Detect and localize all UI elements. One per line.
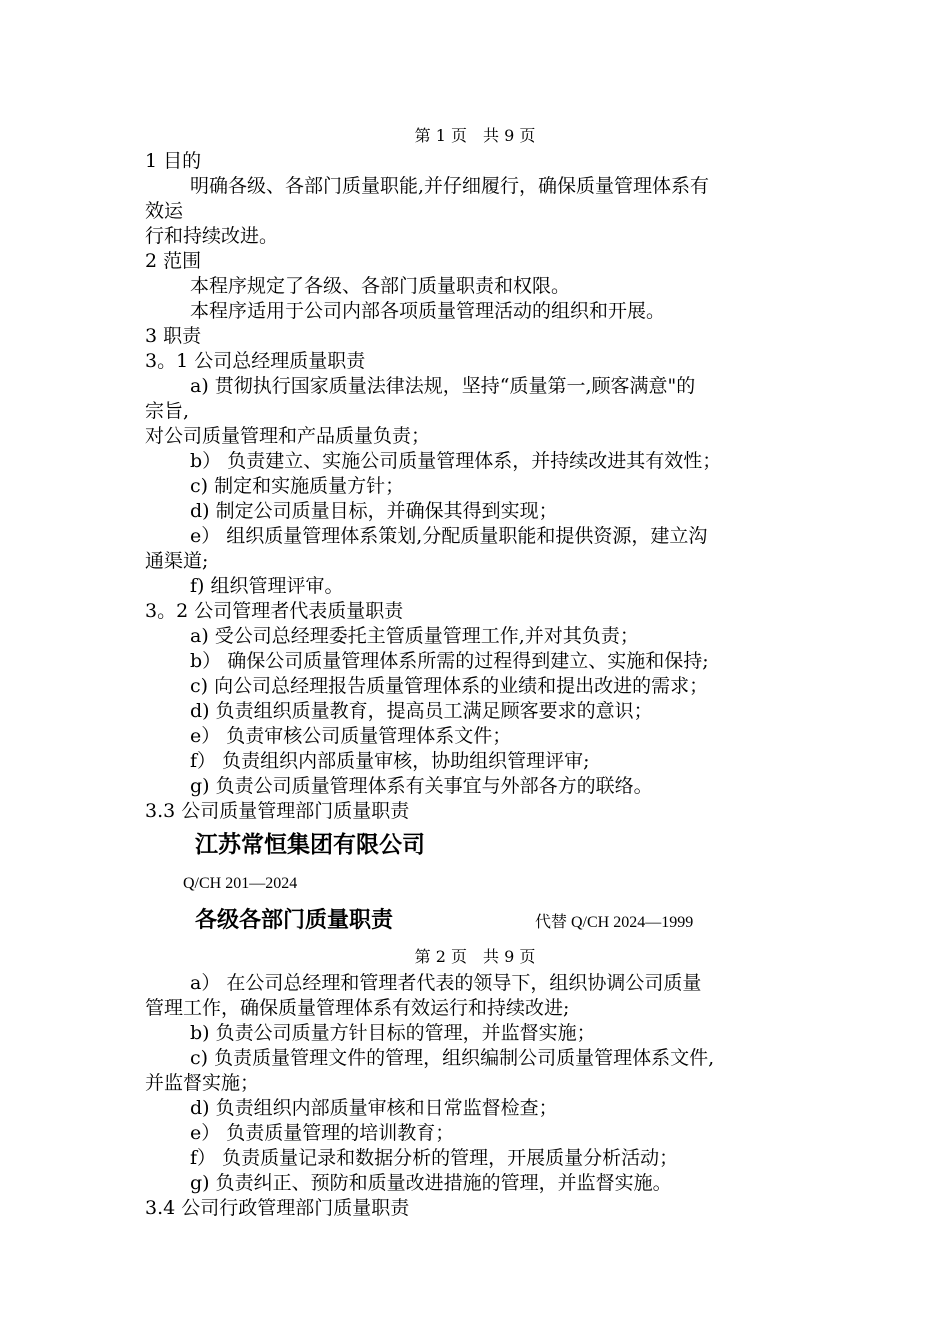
section-heading: 3 职责	[145, 325, 202, 347]
subsection-heading: 3。1 公司总经理质量职责	[145, 350, 366, 372]
paragraph-line: 行和持续改进。	[145, 225, 279, 247]
list-item: a) 受公司总经理委托主管质量管理工作,并对其负责；	[190, 625, 639, 647]
page-number-2: 第 2 页 共 9 页	[414, 947, 536, 966]
list-item-continuation: 对公司质量管理和产品质量负责；	[145, 425, 431, 447]
list-item: d) 制定公司质量目标，并确保其得到实现；	[190, 500, 558, 522]
company-name: 江苏常恒集团有限公司	[195, 832, 425, 858]
list-item: e） 负责质量管理的培训教育；	[190, 1122, 455, 1144]
subsection-heading: 3。2 公司管理者代表质量职责	[145, 600, 404, 622]
list-item: g) 负责公司质量管理体系有关事宜与外部各方的联络。	[190, 775, 653, 797]
list-item: e） 组织质量管理体系策划,分配质量职能和提供资源，建立沟	[190, 525, 708, 547]
section-heading: 2 范围	[145, 250, 202, 272]
document-title: 各级各部门质量职责	[195, 908, 394, 933]
list-item-continuation: 并监督实施；	[145, 1072, 260, 1094]
list-item-continuation: 管理工作，确保质量管理体系有效运行和持续改进;	[145, 997, 570, 1019]
list-item: c) 制定和实施质量方针；	[190, 475, 405, 497]
list-item: g) 负责纠正、预防和质量改进措施的管理，并监督实施。	[190, 1172, 672, 1194]
paragraph-line: 本程序规定了各级、各部门质量职责和权限。	[190, 275, 571, 297]
list-item: f) 组织管理评审。	[190, 575, 344, 597]
list-item: b） 确保公司质量管理体系所需的过程得到建立、实施和保持;	[190, 650, 709, 672]
list-item-continuation: 宗旨,	[145, 400, 190, 422]
page-number-1: 第 1 页 共 9 页	[414, 126, 536, 145]
list-item: a） 在公司总经理和管理者代表的领导下，组织协调公司质量	[190, 972, 702, 994]
list-item: f） 负责质量记录和数据分析的管理，开展质量分析活动；	[190, 1147, 679, 1169]
paragraph-line: 本程序适用于公司内部各项质量管理活动的组织和开展。	[190, 300, 666, 322]
list-item: d) 负责组织内部质量审核和日常监督检查；	[190, 1097, 558, 1119]
list-item: b） 负责建立、实施公司质量管理体系，并持续改进其有效性；	[190, 450, 722, 472]
list-item: c) 向公司总经理报告质量管理体系的业绩和提出改进的需求；	[190, 675, 709, 697]
list-item: e） 负责审核公司质量管理体系文件；	[190, 725, 512, 747]
section-heading: 1 目的	[145, 150, 202, 172]
list-item: a) 贯彻执行国家质量法律法规，坚持“质量第一,顾客满意"的	[190, 375, 696, 397]
list-item-continuation: 通渠道;	[145, 550, 209, 572]
standard-code: Q/CH 201—2024	[183, 875, 298, 892]
list-item: f） 负责组织内部质量审核，协助组织管理评审;	[190, 750, 590, 772]
subsection-heading: 3.4 公司行政管理部门质量职责	[145, 1197, 410, 1219]
paragraph-line: 明确各级、各部门质量职能,并仔细履行，确保质量管理体系有	[190, 175, 710, 197]
replaces-code: 代替 Q/CH 2024—1999	[535, 914, 694, 931]
subsection-heading: 3.3 公司质量管理部门质量职责	[145, 800, 410, 822]
list-item: b) 负责公司质量方针目标的管理，并监督实施；	[190, 1022, 596, 1044]
list-item: c) 负责质量管理文件的管理，组织编制公司质量管理体系文件,	[190, 1047, 715, 1069]
paragraph-line: 效运	[145, 200, 184, 222]
list-item: d) 负责组织质量教育，提高员工满足顾客要求的意识；	[190, 700, 653, 722]
